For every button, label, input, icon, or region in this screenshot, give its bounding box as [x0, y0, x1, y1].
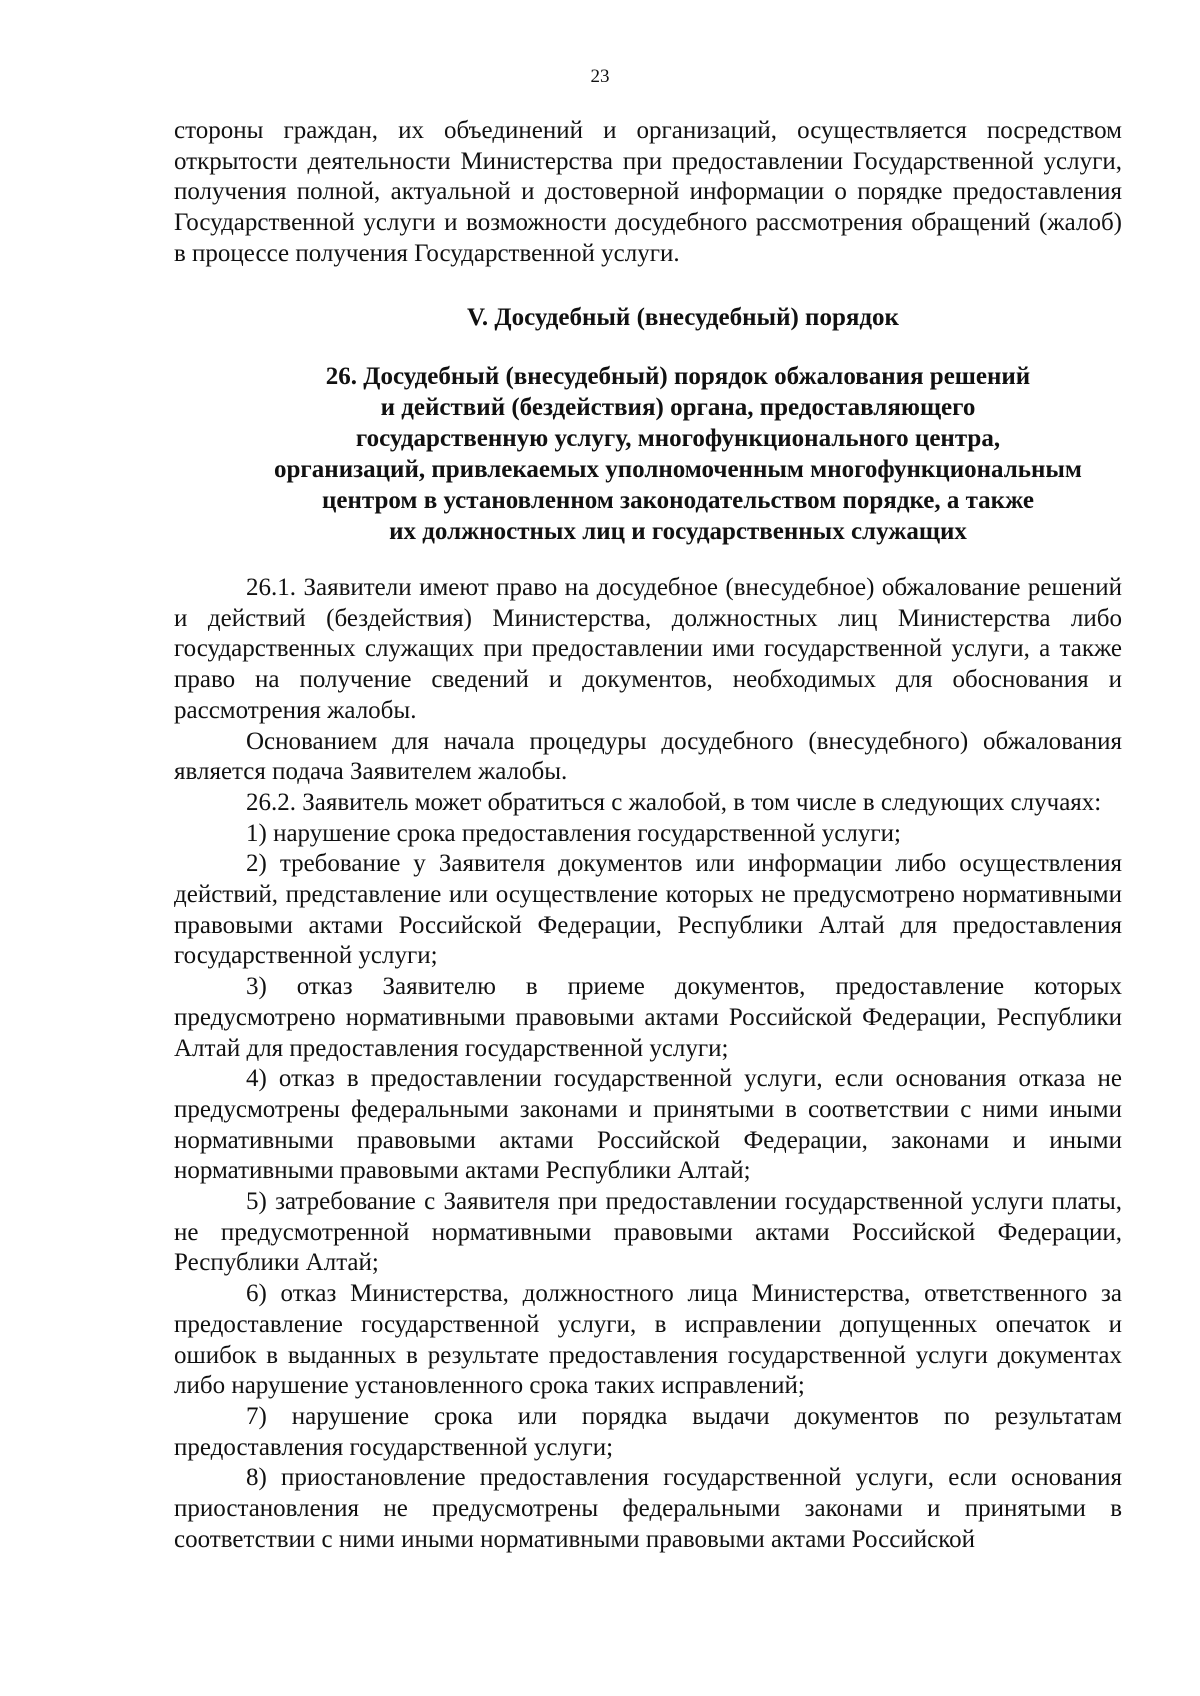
list-item-3: 3) отказ Заявителю в приеме документов, предоставление которых предусмотрено нормативными правовыми актами Российской Федерации, Республики Алтай для предоставления государственной услуги;: [174, 973, 1122, 1062]
list-item-8: 8) приостановление предоставления государственной услуги, если основания приостановления не предусмотрены федеральными законами и принятыми в соответствии с ними иными нормативными правовыми актами Российской: [174, 1464, 1122, 1553]
subsection-heading-line: организаций, привлекаемых уполномоченным многофункциональным: [274, 456, 1082, 483]
list-item-6: 6) отказ Министерства, должностного лица Министерства, ответственного за предоставление государственной услуги, в исправлении допущенных опечаток и ошибок в выданных в результате предоставления государственной услуги документах либо нарушение установленного срока таких исправлений;: [174, 1280, 1122, 1400]
subsection-heading-line: государственную услугу, многофункционального центра,: [355, 425, 1001, 452]
subsection-heading-line: и действий (бездействия) органа, предоставляющего: [380, 394, 976, 421]
body-text: [174, 573, 1122, 1556]
list-item-2: 2) требование у Заявителя документов или информации либо осуществления действий, представление или осуществление которых не предусмотрено нормативными правовыми актами Российской Федерации, Республики Алтай для предоставления государственной услуги;: [174, 850, 1122, 970]
subsection-heading: [174, 361, 1122, 547]
subsection-heading-line: 26. Досудебный (внесудебный) порядок обжалования решений: [325, 363, 1031, 390]
intro-paragraph: стороны граждан, их объединений и организаций, осуществляется посредством открытости деятельности Министерства при предоставлении Государственной услуги, получения полной, актуальной и достоверной информации о порядке предоставления Государственной услуги и возможности досудебного рассмотрения обращений (жалоб) в процессе получения Государственной услуги.: [174, 117, 1122, 267]
subsection-heading-line: их должностных лиц и государственных служащих: [389, 518, 967, 545]
page-number: 23: [590, 66, 610, 87]
list-item-1: 1) нарушение срока предоставления государственной услуги;: [246, 819, 901, 847]
intro-block: [174, 116, 1122, 270]
list-item-4: 4) отказ в предоставлении государственной услуги, если основания отказа не предусмотрены федеральными законами и принятыми в соответствии с ними иными нормативными правовыми актами Российской Федерации, законами и иными нормативными правовыми актами Республики Алтай;: [174, 1065, 1122, 1185]
paragraph-26-2: 26.2. Заявитель может обратиться с жалобой, в том числе в следующих случаях:: [246, 788, 1102, 816]
subsection-heading-line: центром в установленном законодательством порядке, а также: [322, 487, 1034, 514]
list-item-7: 7) нарушение срока или порядка выдачи документов по результатам предоставления государственной услуги;: [174, 1402, 1122, 1461]
paragraph-basis: Основанием для начала процедуры досудебного (внесудебного) обжалования является подача Заявителем жалобы.: [174, 727, 1122, 786]
list-item-5: 5) затребование с Заявителя при предоставлении государственной услуги платы, не предусмотренной нормативными правовыми актами Российской Федерации, Республики Алтай;: [174, 1188, 1122, 1277]
paragraph-26-1: 26.1. Заявители имеют право на досудебное (внесудебное) обжалование решений и действий (бездействия) Министерства, должностных лиц Министерства либо государственных служащих при предоставлении ими государственной услуги, а также право на получение сведений и документов, необходимых для обоснования и рассмотрения жалобы.: [174, 574, 1122, 724]
section-heading: V. Досудебный (внесудебный) порядок: [467, 304, 899, 331]
